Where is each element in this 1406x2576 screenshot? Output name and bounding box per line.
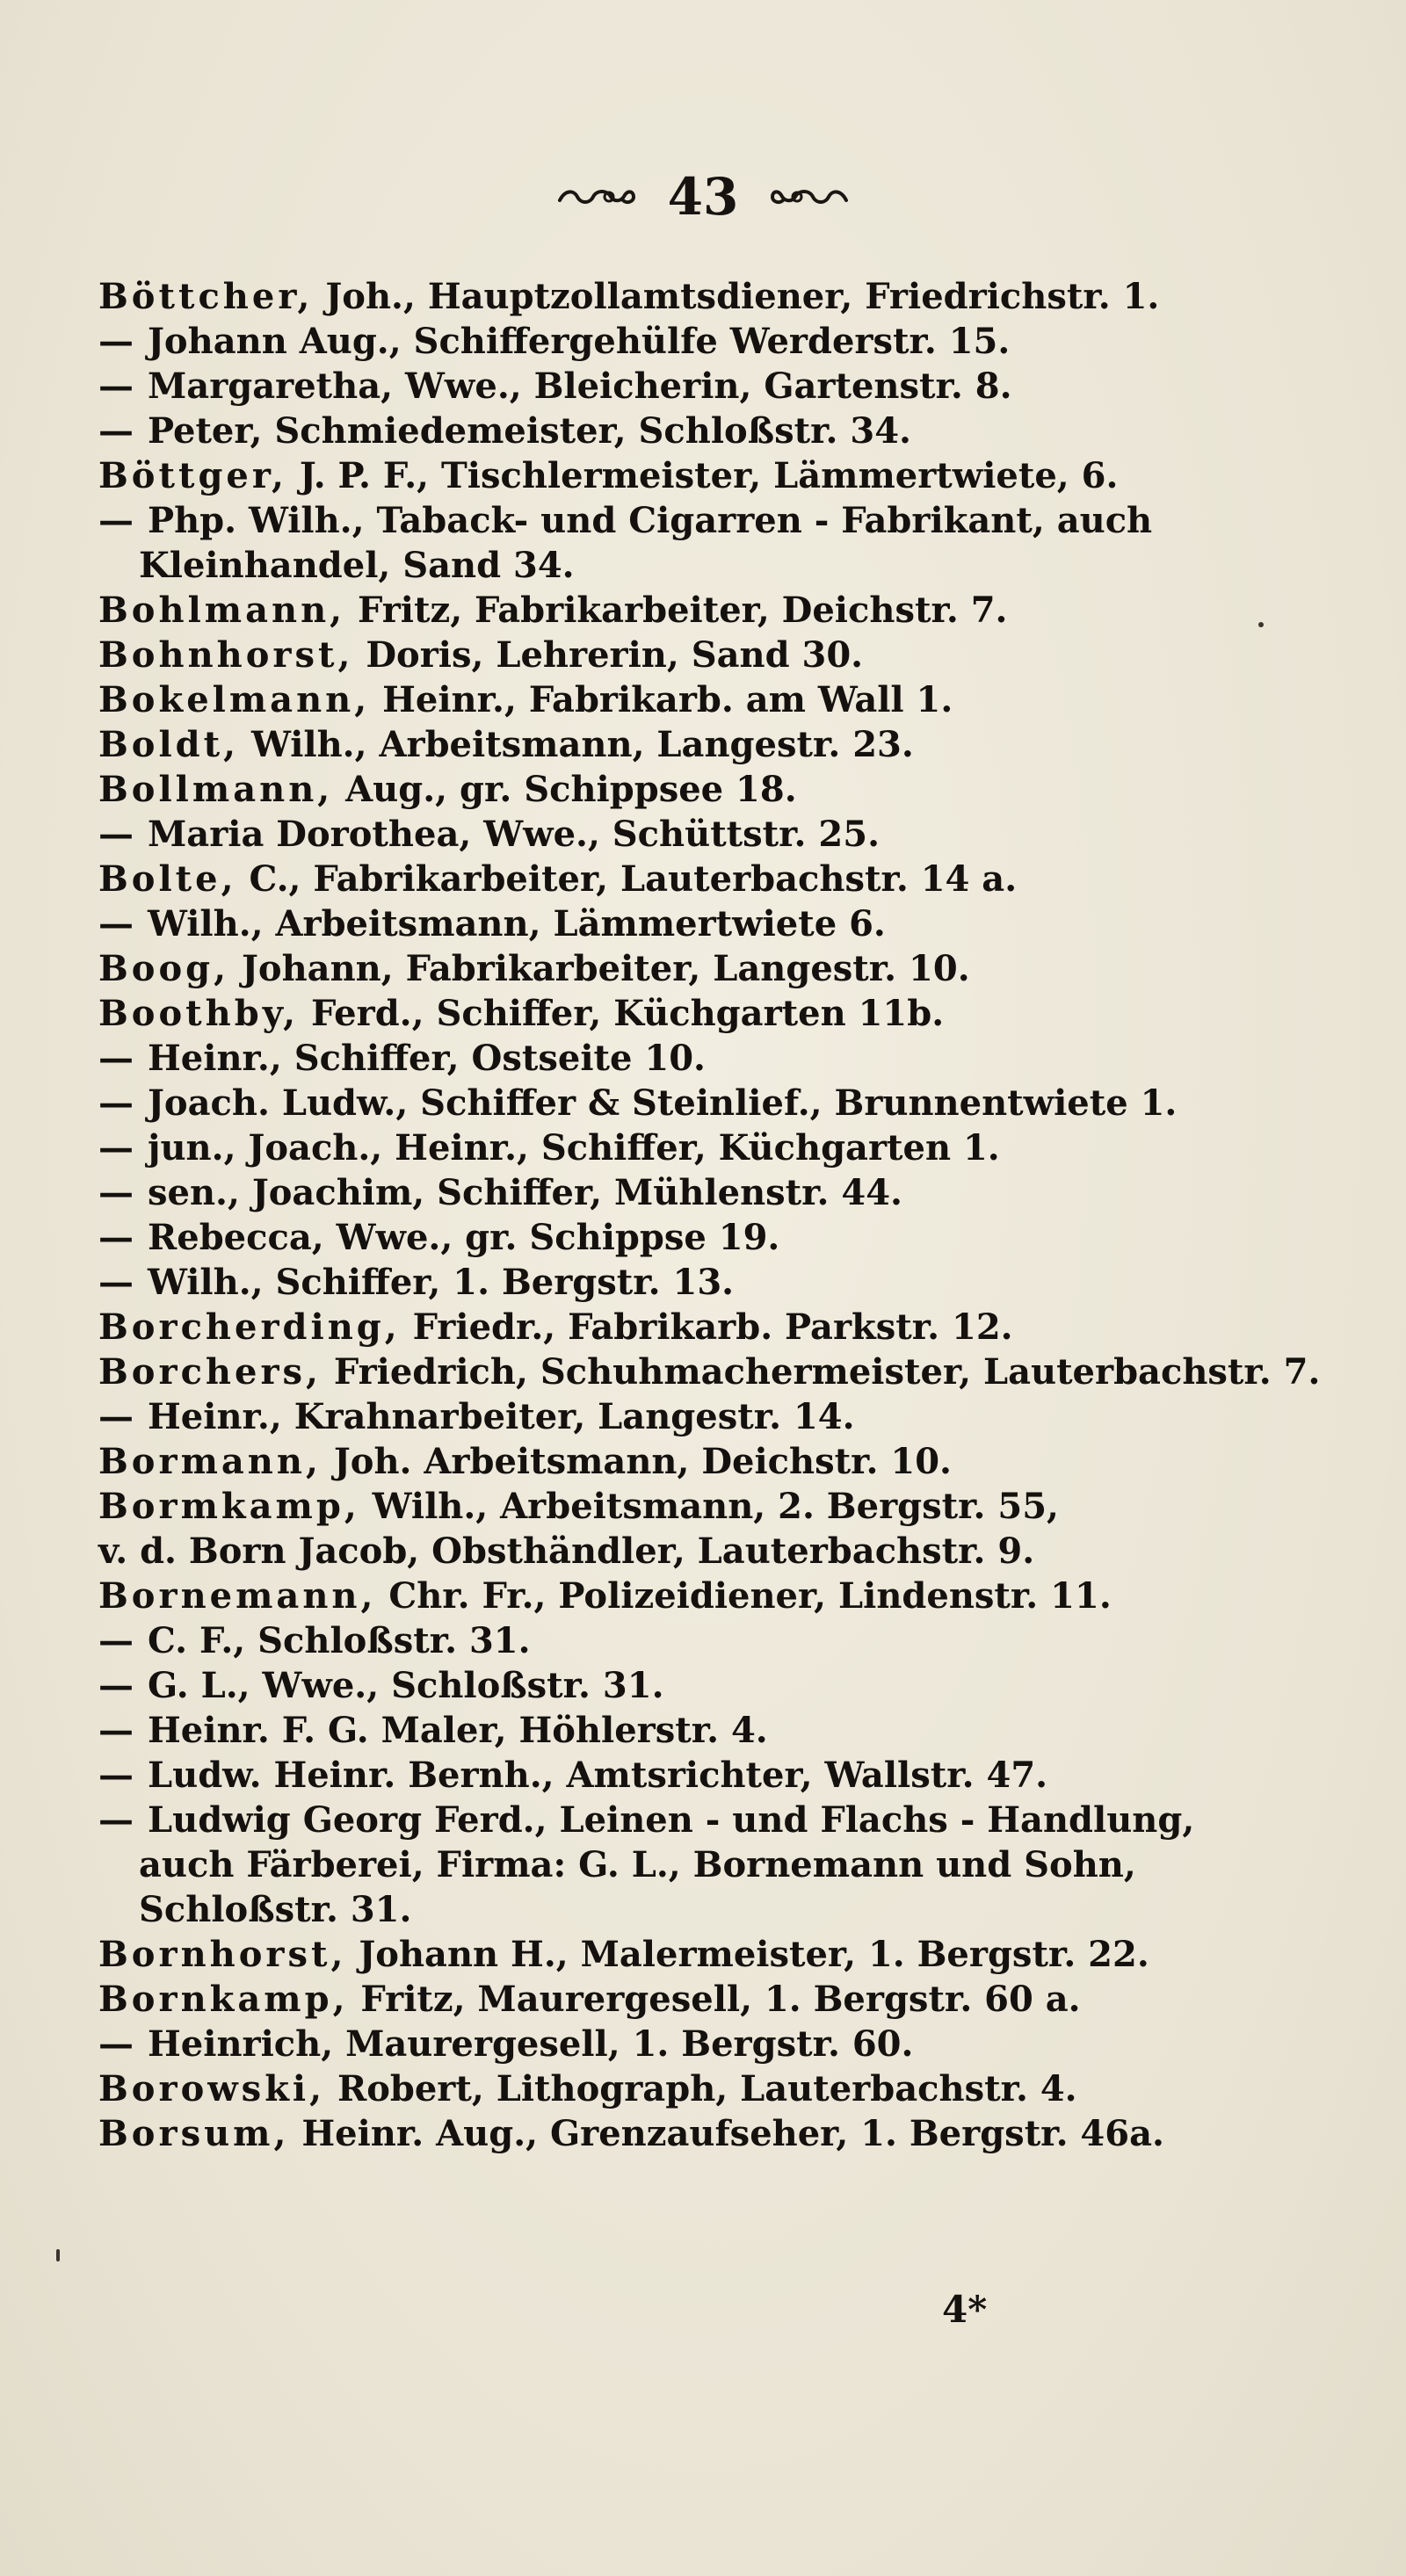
continuation-dash: — bbox=[98, 1665, 134, 1706]
directory-entry bbox=[98, 453, 1232, 498]
continuation-dash: — bbox=[98, 1620, 134, 1661]
entry-surname: Borsum, bbox=[98, 2113, 290, 2154]
entry-details: Schloßstr. 31. bbox=[139, 1889, 412, 1930]
continuation-dash: — bbox=[98, 410, 134, 452]
entry-details: Rebecca, Wwe., gr. Schippse 19. bbox=[148, 1217, 780, 1258]
entry-surname: Boothby, bbox=[98, 993, 300, 1034]
entry-details: Heinrich, Maurergesell, 1. Bergstr. 60. bbox=[148, 2023, 914, 2065]
directory-entry bbox=[98, 946, 1232, 991]
entry-details: Ferd., Schiffer, Küchgarten 11b. bbox=[299, 993, 945, 1034]
page-header bbox=[0, 167, 1406, 227]
continuation-dash: — bbox=[98, 814, 134, 855]
signature-mark: 4* bbox=[942, 2288, 988, 2331]
directory-entry bbox=[98, 722, 1232, 767]
entry-surname: Bornhorst, bbox=[98, 1934, 347, 1975]
entry-details: sen., Joachim, Schiffer, Mühlenstr. 44. bbox=[148, 1172, 902, 1213]
directory-entry bbox=[98, 2066, 1232, 2111]
directory-entries bbox=[98, 274, 1321, 2156]
directory-entry bbox=[98, 1350, 1321, 1394]
entry-details: Friedr., Fabrikarb. Parkstr. 12. bbox=[400, 1306, 1013, 1348]
continuation-dash: — bbox=[98, 1396, 134, 1437]
continuation-dash: — bbox=[98, 1217, 134, 1258]
directory-entry bbox=[98, 2022, 1232, 2066]
directory-entry bbox=[98, 1125, 1232, 1170]
entry-details: Wilh., Schiffer, 1. Bergstr. 13. bbox=[148, 1262, 735, 1303]
continuation-dash: — bbox=[98, 903, 134, 944]
entry-surname: Böttcher, bbox=[98, 276, 314, 317]
entry-details: J. P. F., Tischlermeister, Lämmertwiete, 6. bbox=[286, 455, 1119, 496]
directory-entry bbox=[98, 633, 1232, 677]
right-ornament-icon bbox=[769, 185, 850, 209]
continuation-dash: — bbox=[98, 1755, 134, 1796]
entry-details: v. d. Born Jacob, Obsthändler, Lauterbachstr. 9. bbox=[98, 1530, 1035, 1572]
directory-entry bbox=[98, 588, 1232, 633]
entry-details: Php. Wilh., Taback- und Cigarren - Fabrikant, auch bbox=[148, 500, 1153, 541]
directory-entry bbox=[98, 1753, 1232, 1798]
directory-entry bbox=[98, 767, 1232, 812]
entry-details: C., Fabrikarbeiter, Lauterbachstr. 14 a. bbox=[236, 858, 1018, 900]
directory-entry bbox=[98, 1170, 1232, 1215]
page-number: 43 bbox=[667, 167, 739, 227]
entry-details: Wilh., Arbeitsmann, Lämmertwiete 6. bbox=[148, 903, 886, 944]
entry-details: Heinr., Fabrikarb. am Wall 1. bbox=[370, 679, 953, 720]
continuation-dash: — bbox=[98, 500, 134, 541]
left-ornament-icon bbox=[556, 185, 637, 209]
directory-entry bbox=[98, 857, 1232, 901]
directory-entry bbox=[98, 991, 1232, 1036]
continuation-dash: — bbox=[98, 321, 134, 362]
continuation-dash: — bbox=[98, 1262, 134, 1303]
directory-entry bbox=[98, 1977, 1232, 2022]
continuation-dash: — bbox=[98, 365, 134, 407]
entry-details: Johann, Fabrikarbeiter, Langestr. 10. bbox=[229, 948, 970, 989]
entry-details: Joh. Arbeitsmann, Deichstr. 10. bbox=[321, 1441, 952, 1482]
entry-surname: Böttger, bbox=[98, 455, 287, 496]
entry-details: Heinr., Schiffer, Ostseite 10. bbox=[148, 1038, 706, 1079]
entry-details: Heinr., Krahnarbeiter, Langestr. 14. bbox=[148, 1396, 855, 1437]
continuation-dash: — bbox=[98, 1127, 134, 1169]
entry-details: Wilh., Arbeitsmann, Langestr. 23. bbox=[239, 724, 914, 765]
entry-details: Ludw. Heinr. Bernh., Amtsrichter, Wallstr. 47. bbox=[148, 1755, 1048, 1796]
entry-surname: Borowski, bbox=[98, 2068, 326, 2109]
directory-entry bbox=[98, 1887, 1232, 1932]
entry-details: Joh., Hauptzollamtsdiener, Friedrichstr. 1. bbox=[313, 276, 1160, 317]
entry-details: auch Färberei, Firma: G. L., Bornemann und Sohn, bbox=[139, 1844, 1136, 1885]
directory-entry bbox=[98, 409, 1232, 453]
directory-entry bbox=[98, 1663, 1232, 1708]
directory-entry bbox=[98, 1484, 1232, 1529]
paper-speck bbox=[1258, 622, 1264, 627]
entry-details: Johann H., Malermeister, 1. Bergstr. 22. bbox=[346, 1934, 1149, 1975]
entry-details: Peter, Schmiedemeister, Schloßstr. 34. bbox=[148, 410, 911, 452]
entry-details: Heinr. Aug., Grenzaufseher, 1. Bergstr. 46a. bbox=[289, 2113, 1164, 2154]
entry-surname: Bornemann, bbox=[98, 1575, 377, 1617]
entry-surname: Bolte, bbox=[98, 858, 237, 900]
directory-entry bbox=[98, 1394, 1232, 1439]
directory-entry bbox=[98, 1215, 1232, 1260]
continuation-dash: — bbox=[98, 1172, 134, 1213]
entry-details: Joach. Ludw., Schiffer & Steinlief., Brunnentwiete 1. bbox=[148, 1082, 1178, 1124]
entry-surname: Bollmann, bbox=[98, 769, 334, 810]
directory-entry bbox=[98, 1708, 1232, 1753]
entry-details: Johann Aug., Schiffergehülfe Werderstr. 15. bbox=[148, 321, 1011, 362]
entry-surname: Bornkamp, bbox=[98, 1979, 349, 2020]
entry-details: G. L., Wwe., Schloßstr. 31. bbox=[148, 1665, 664, 1706]
entry-details: Fritz, Fabrikarbeiter, Deichstr. 7. bbox=[345, 590, 1008, 631]
directory-entry bbox=[98, 1439, 1232, 1484]
entry-surname: Boog, bbox=[98, 948, 230, 989]
entry-details: Kleinhandel, Sand 34. bbox=[139, 545, 575, 586]
continuation-dash: — bbox=[98, 2023, 134, 2065]
entry-details: Friedrich, Schuhmachermeister, Lauterbachstr. 7. bbox=[321, 1351, 1321, 1393]
entry-details: Ludwig Georg Ferd., Leinen - und Flachs - Handlung, bbox=[148, 1799, 1195, 1841]
entry-surname: Borchers, bbox=[98, 1351, 322, 1393]
directory-entry bbox=[98, 319, 1232, 364]
entry-details: Wilh., Arbeitsmann, 2. Bergstr. 55, bbox=[359, 1486, 1059, 1527]
directory-entry bbox=[98, 1036, 1232, 1081]
directory-entry bbox=[98, 274, 1232, 319]
directory-entry bbox=[98, 677, 1232, 722]
entry-surname: Bormkamp, bbox=[98, 1486, 360, 1527]
entry-details: Chr. Fr., Polizeidiener, Lindenstr. 11. bbox=[376, 1575, 1112, 1617]
directory-entry bbox=[98, 498, 1232, 543]
entry-details: Margaretha, Wwe., Bleicherin, Gartenstr. 8. bbox=[148, 365, 1012, 407]
directory-entry bbox=[98, 1529, 1232, 1574]
directory-entry bbox=[98, 1842, 1232, 1887]
directory-entry bbox=[98, 1574, 1232, 1618]
continuation-dash: — bbox=[98, 1038, 134, 1079]
continuation-dash: — bbox=[98, 1710, 134, 1751]
directory-entry bbox=[98, 812, 1232, 857]
continuation-dash: — bbox=[98, 1799, 134, 1841]
directory-entry bbox=[98, 1081, 1232, 1125]
entry-details: Doris, Lehrerin, Sand 30. bbox=[353, 634, 864, 676]
entry-surname: Bohnhorst, bbox=[98, 634, 354, 676]
entry-surname: Boldt, bbox=[98, 724, 240, 765]
entry-details: Aug., gr. Schippsee 18. bbox=[333, 769, 797, 810]
entry-details: Fritz, Maurergesell, 1. Bergstr. 60 a. bbox=[348, 1979, 1081, 2020]
entry-surname: Bokelmann, bbox=[98, 679, 371, 720]
paper-speck bbox=[56, 2249, 60, 2261]
directory-entry bbox=[98, 1618, 1232, 1663]
directory-entry bbox=[98, 1260, 1232, 1305]
entry-details: Heinr. F. G. Maler, Höhlerstr. 4. bbox=[148, 1710, 768, 1751]
directory-entry bbox=[98, 543, 1232, 588]
directory-entry bbox=[98, 1932, 1232, 1977]
continuation-dash: — bbox=[98, 1082, 134, 1124]
entry-details: Maria Dorothea, Wwe., Schüttstr. 25. bbox=[148, 814, 880, 855]
entry-details: jun., Joach., Heinr., Schiffer, Küchgarten 1. bbox=[148, 1127, 1000, 1169]
entry-surname: Bohlmann, bbox=[98, 590, 346, 631]
directory-entry bbox=[98, 2111, 1232, 2156]
directory-entry bbox=[98, 364, 1232, 409]
directory-entry bbox=[98, 1798, 1232, 1842]
entry-surname: Bormann, bbox=[98, 1441, 322, 1482]
directory-entry bbox=[98, 1305, 1232, 1350]
directory-entry bbox=[98, 901, 1232, 946]
entry-surname: Borcherding, bbox=[98, 1306, 401, 1348]
entry-details: Robert, Lithograph, Lauterbachstr. 4. bbox=[325, 2068, 1077, 2109]
entry-details: C. F., Schloßstr. 31. bbox=[148, 1620, 531, 1661]
